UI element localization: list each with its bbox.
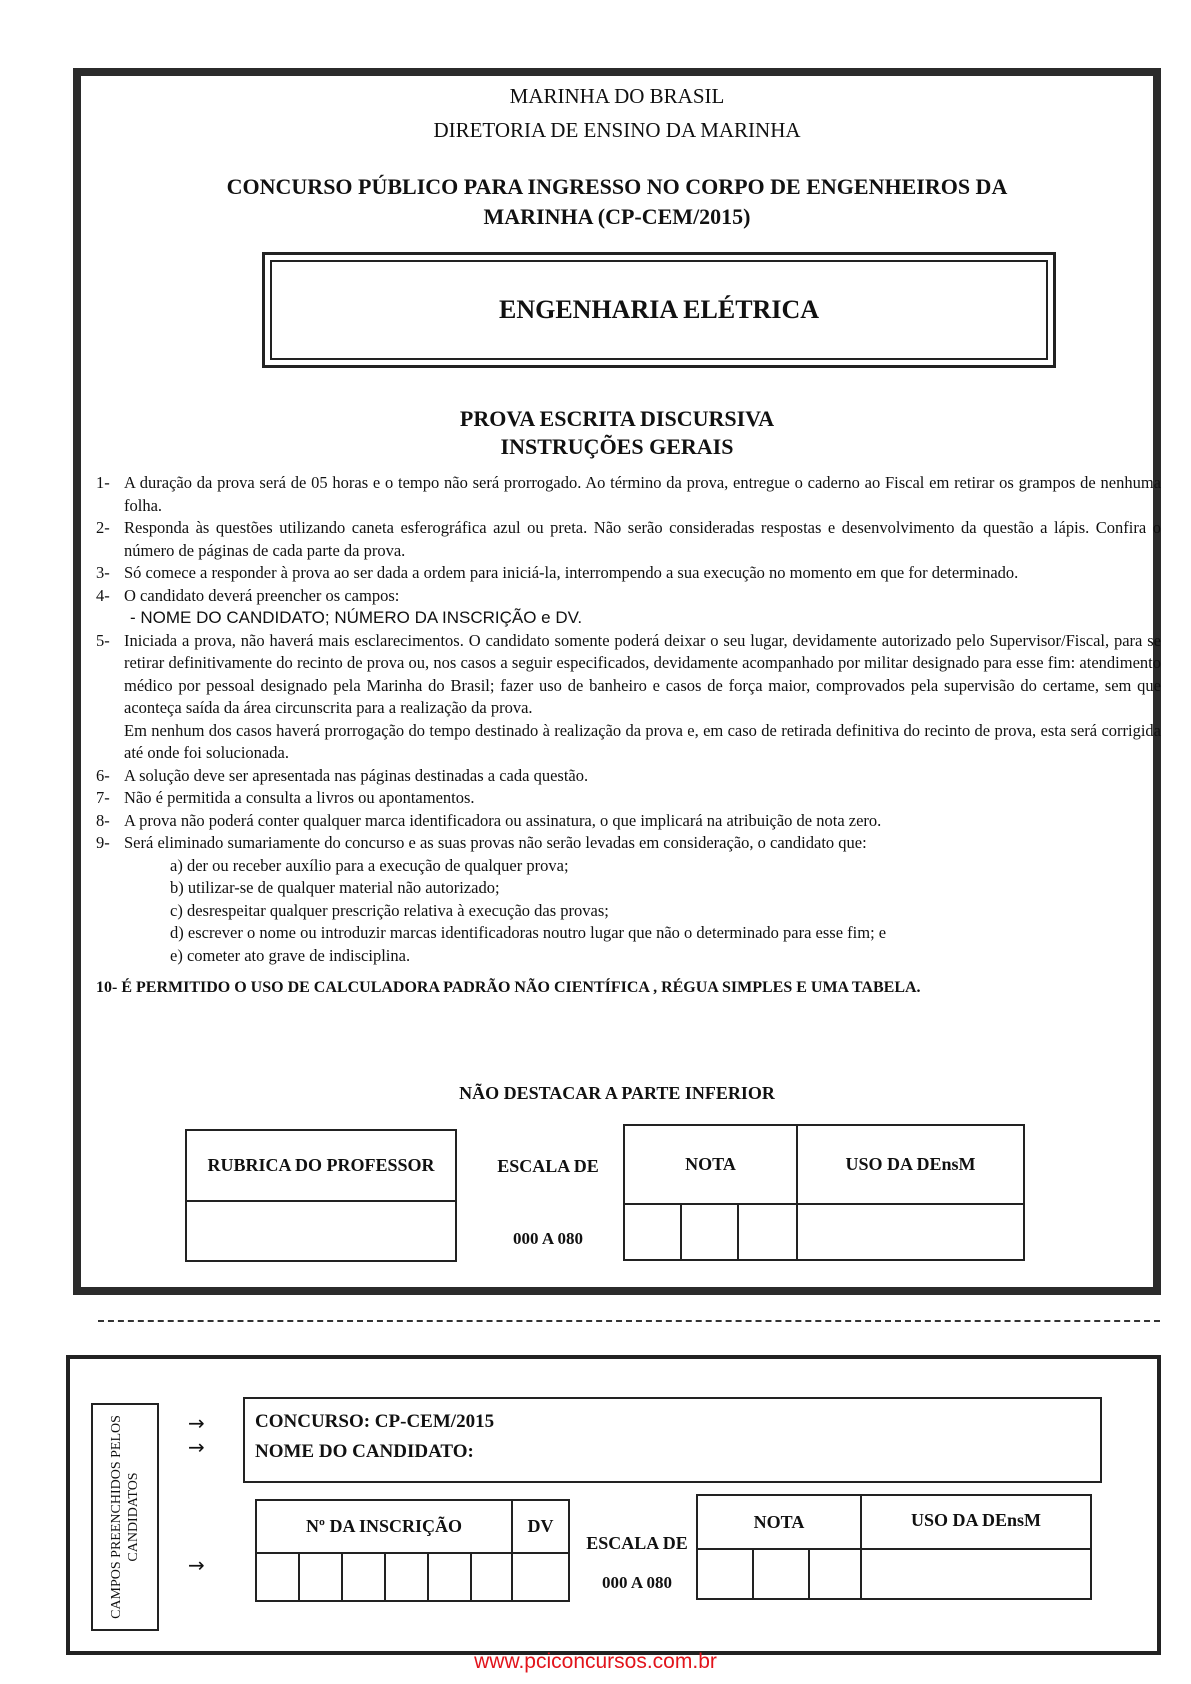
inscricao-digit-field[interactable] — [470, 1552, 513, 1602]
arrow-right-icon: → — [188, 1435, 205, 1459]
instruction-text: A solução deve ser apresentada nas páginas destinadas a cada questão. — [124, 765, 589, 785]
inscricao-digit-field[interactable] — [298, 1552, 343, 1602]
candidate-fields-sidebox — [91, 1403, 159, 1631]
candidate-fields-label: CAMPOS PREENCHIDOS PELOS CANDIDATOS — [109, 1415, 141, 1619]
rubrica-header — [185, 1129, 457, 1202]
inscricao-digit-field[interactable] — [384, 1552, 429, 1602]
escala-range: 000 A 080 — [513, 1229, 583, 1248]
instruction-number: 6- — [96, 765, 110, 785]
escala-range-bottom: 000 A 080 — [602, 1573, 672, 1592]
dv-label: DV — [527, 1516, 554, 1536]
instruction-text: Será eliminado sumariamente do concurso e as suas provas não serão levadas em consideração, o candidato que: — [124, 833, 867, 852]
uso-densm-field-bottom[interactable] — [860, 1548, 1092, 1600]
inscricao-digit-field[interactable] — [427, 1552, 472, 1602]
footer-url-link[interactable]: www.pciconcursos.com.br — [474, 1650, 717, 1673]
uso-densm-header-bottom — [860, 1494, 1092, 1550]
instruction-number: 4- — [96, 585, 110, 605]
instruction-text: Em nenhum dos casos haverá prorrogação do tempo destinado à realização da prova e, em caso de retirada definitiva do recinto de prova, esta será corrigida até onde foi solucionada. — [124, 720, 1161, 762]
nota-label-bottom: NOTA — [753, 1511, 805, 1532]
escala-label: ESCALA DE — [497, 1155, 599, 1176]
instruction-9a: a) der ou receber auxílio para a execução de qualquer prova; — [170, 855, 569, 875]
rubrica-signature-field[interactable] — [185, 1200, 457, 1262]
rubrica-label: RUBRICA DO PROFESSOR — [207, 1155, 435, 1175]
instruction-text: Responda às questões utilizando caneta esferográfica azul ou preta. Não serão consideradas respostas e desenvolvimento da questão a lápis. Confira o número de páginas de cada parte da prova. — [124, 518, 1161, 560]
escala-label-bottom: ESCALA DE — [586, 1532, 688, 1553]
instruction-9 — [96, 832, 1161, 855]
instruction-number: 3- — [96, 563, 110, 582]
dv-digit-field[interactable] — [511, 1552, 570, 1602]
subject-title: ENGENHARIA ELÉTRICA — [498, 295, 819, 324]
org-title: MARINHA DO BRASIL — [509, 84, 725, 108]
contest-title-line2: MARINHA (CP-CEM/2015) — [483, 204, 751, 229]
instruction-10: 10- É PERMITIDO O USO DE CALCULADORA PADRÃO NÃO CIENTÍFICA , RÉGUA SIMPLES E UMA TABELA. — [96, 979, 921, 996]
instruction-9e: e) cometer ato grave de indisciplina. — [170, 945, 411, 965]
instruction-9b: b) utilizar-se de qualquer material não autorizado; — [170, 878, 500, 897]
directorate-title: DIRETORIA DE ENSINO DA MARINHA — [433, 118, 801, 142]
instruction-8 — [96, 810, 1161, 833]
instruction-number: 2- — [96, 518, 110, 537]
nota-label: NOTA — [685, 1154, 736, 1174]
arrow-right-icon: → — [188, 1411, 205, 1435]
instruction-number: 8- — [96, 810, 110, 830]
no-detach-notice: NÃO DESTACAR A PARTE INFERIOR — [459, 1083, 775, 1103]
nota-digit-field[interactable] — [808, 1548, 862, 1600]
instruction-number: 9- — [96, 833, 110, 852]
exam-type: PROVA ESCRITA DISCURSIVA — [459, 406, 775, 431]
instructions-list — [96, 472, 1161, 1000]
instruction-9c: c) desrespeitar qualquer prescrição relativa à execução das provas; — [170, 900, 609, 920]
instruction-text: Não é permitida a consulta a livros ou apontamentos. — [124, 788, 475, 807]
subject-box-inner — [270, 260, 1048, 360]
dv-header — [511, 1499, 570, 1554]
arrow-right-icon: → — [188, 1553, 205, 1577]
concurso-label: CONCURSO: CP-CEM/2015 — [255, 1411, 495, 1432]
instruction-text: A duração da prova será de 05 horas e o tempo não será prorrogado. Ao término da prova, entregue o caderno ao Fiscal em retirar os grampos de nenhuma folha. — [124, 473, 1161, 515]
instruction-7 — [96, 787, 1161, 810]
instruction-number: 1- — [96, 473, 110, 492]
nota-header — [623, 1124, 798, 1205]
uso-densm-header — [796, 1124, 1025, 1205]
instruction-text: A prova não poderá conter qualquer marca identificadora ou assinatura, o que implicará na atribuição de nota zero. — [124, 810, 882, 830]
instruction-number: 7- — [96, 788, 110, 807]
instruction-3 — [96, 562, 1161, 585]
instructions-title: INSTRUÇÕES GERAIS — [500, 434, 734, 459]
instruction-2 — [96, 517, 1161, 562]
instruction-5-continued — [96, 720, 1161, 765]
candidate-name-field[interactable]: NOME DO CANDIDATO: — [255, 1441, 474, 1462]
nota-header-bottom — [696, 1494, 862, 1550]
instruction-4 — [96, 585, 1161, 608]
nota-digit-field[interactable] — [737, 1203, 798, 1261]
instruction-text: O candidato deverá preencher os campos: — [124, 585, 400, 605]
uso-densm-label: USO DA DEnsM — [845, 1154, 976, 1174]
instruction-text: Só comece a responder à prova ao ser dada a ordem para iniciá-la, interrompendo a sua execução no momento em que for determinado. — [124, 563, 1019, 582]
subject-box — [262, 252, 1056, 368]
nota-digit-field[interactable] — [623, 1203, 682, 1261]
nota-digit-field[interactable] — [696, 1548, 754, 1600]
inscricao-digit-field[interactable] — [341, 1552, 386, 1602]
nota-digit-field[interactable] — [680, 1203, 739, 1261]
instruction-9d: d) escrever o nome ou introduzir marcas identificadoras noutro lugar que não o determinado para esse fim; e — [170, 923, 887, 942]
contest-title-line1: CONCURSO PÚBLICO PARA INGRESSO NO CORPO DE ENGENHEIROS DA — [226, 174, 1008, 199]
instruction-4-fields: - NOME DO CANDIDATO; NÚMERO DA INSCRIÇÃO e DV. — [130, 608, 583, 627]
instruction-6 — [96, 765, 1161, 788]
uso-densm-field[interactable] — [796, 1203, 1025, 1261]
uso-densm-label-bottom: USO DA DEnsM — [910, 1510, 1042, 1530]
instruction-text: Iniciada a prova, não haverá mais esclarecimentos. O candidato somente poderá deixar o seu lugar, devidamente autorizado pelo Supervisor/Fiscal, para se retirar definitivamente do recinto de prova ou, nos casos a seguir especificados, devidamente acompanhado por militar designado para esse fim: atendimento médico por pessoal designado pela Marinha do Brasil; fazer uso de banheiro e casos de força maior, comprovados pela supervisão do certame, sem que aconteça saída da área circunscrita para a realização da prova. — [124, 630, 1161, 717]
instruction-number: 5- — [96, 630, 110, 650]
instruction-1 — [96, 472, 1161, 517]
cut-line — [98, 1320, 1160, 1322]
inscricao-header — [255, 1499, 513, 1554]
candidate-info-box — [243, 1397, 1102, 1483]
nota-digit-field[interactable] — [752, 1548, 810, 1600]
inscricao-digit-field[interactable] — [255, 1552, 300, 1602]
instruction-5 — [96, 630, 1161, 720]
inscricao-label: Nº DA INSCRIÇÃO — [306, 1516, 462, 1536]
